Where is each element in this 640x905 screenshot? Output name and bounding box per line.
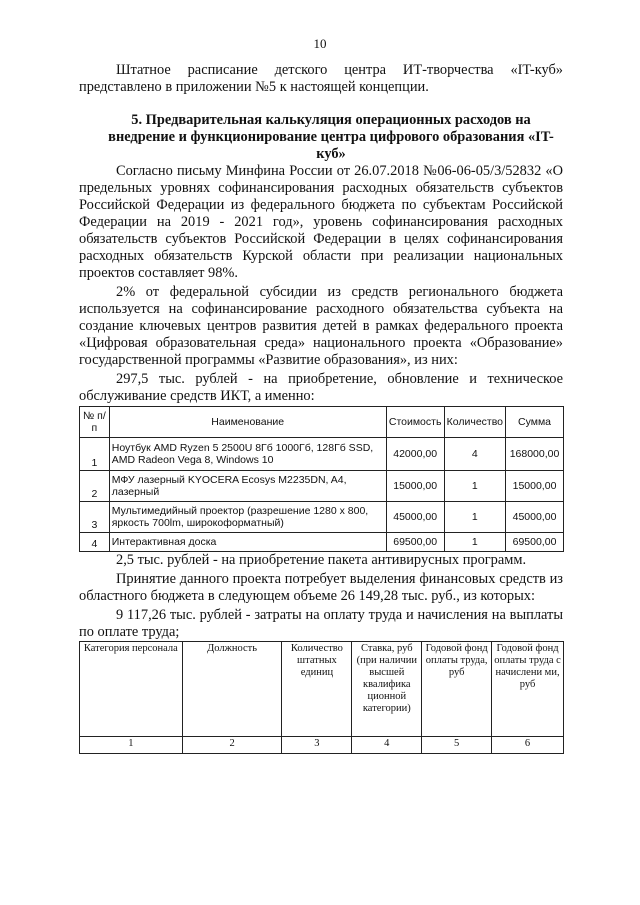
table-header-row xyxy=(80,642,564,737)
paragraph-regional-budget: Принятие данного проекта потребует выделения финансовых средств из областного бюджета в следующем объеме 26 149,28 тыс. руб., из которых: xyxy=(79,571,563,604)
cell-quantity: 1 xyxy=(444,471,505,502)
cell-number: 1 xyxy=(80,438,110,471)
cell-number: 2 xyxy=(80,471,110,502)
cell-name: МФУ лазерный KYOCERA Ecosys M2235DN, A4, лазерный xyxy=(109,471,386,502)
table-row xyxy=(80,737,564,754)
cell-sum: 69500,00 xyxy=(506,533,564,552)
col-header-rate: Ставка, руб (при наличии высшей квалифика ционной категории) xyxy=(352,642,422,737)
cell-sum: 45000,00 xyxy=(506,502,564,533)
ikt-equipment-table xyxy=(79,406,564,552)
col-header-cost: Стоимость xyxy=(386,407,444,438)
col-header-name: Наименование xyxy=(109,407,386,438)
table-row xyxy=(80,471,564,502)
cell-name: Ноутбук AMD Ryzen 5 2500U 8Гб 1000Гб, 128Гб SSD, AMD Radeon Vega 8, Windows 10 xyxy=(109,438,386,471)
table-row xyxy=(80,438,564,471)
col-header-units: Количество штатных единиц xyxy=(282,642,352,737)
col-header-annual-fund: Годовой фонд оплаты труда, руб xyxy=(422,642,492,737)
col-header-sum: Сумма xyxy=(506,407,564,438)
cell-name: Мультимедийный проектор (разрешение 1280 х 800, яркость 700lm, широкоформатный) xyxy=(109,502,386,533)
paragraph-staff-schedule: Штатное расписание детского центра ИТ-творчества «IT-куб» представлено в приложении №5 к настоящей концепции. xyxy=(79,62,563,95)
table-header-row xyxy=(80,407,564,438)
cell-column-number: 3 xyxy=(282,737,352,754)
col-header-quantity: Количество xyxy=(444,407,505,438)
table-row xyxy=(80,533,564,552)
paragraph-ikt-intro: 297,5 тыс. рублей - на приобретение, обновление и техническое обслуживание средств ИКТ, а именно: xyxy=(79,371,563,404)
col-header-category: Категория персонала xyxy=(80,642,183,737)
cell-cost: 15000,00 xyxy=(386,471,444,502)
cell-quantity: 1 xyxy=(444,502,505,533)
cell-column-number: 6 xyxy=(492,737,564,754)
col-header-annual-fund-accruals: Годовой фонд оплаты труда с начислени ми, руб xyxy=(492,642,564,737)
cell-sum: 15000,00 xyxy=(506,471,564,502)
cell-column-number: 1 xyxy=(80,737,183,754)
cell-cost: 45000,00 xyxy=(386,502,444,533)
paragraph-salary-costs: 9 117,26 тыс. рублей - затраты на оплату труда и начисления на выплаты по оплате труда; xyxy=(79,607,563,640)
cell-quantity: 1 xyxy=(444,533,505,552)
section-title: 5. Предварительная калькуляция операционных расходов на внедрение и функционирование центра цифрового образования «IT-куб» xyxy=(108,112,554,162)
page-number: 10 xyxy=(313,36,327,51)
col-header-position: Должность xyxy=(182,642,282,737)
cell-column-number: 4 xyxy=(352,737,422,754)
cell-column-number: 5 xyxy=(422,737,492,754)
cell-sum: 168000,00 xyxy=(506,438,564,471)
document-body xyxy=(79,62,563,754)
cell-quantity: 4 xyxy=(444,438,505,471)
cell-column-number: 2 xyxy=(182,737,282,754)
table-row xyxy=(80,502,564,533)
cell-name: Интерактивная доска xyxy=(109,533,386,552)
staff-payroll-table xyxy=(79,641,564,754)
cell-cost: 42000,00 xyxy=(386,438,444,471)
paragraph-minfin-letter: Согласно письму Минфина России от 26.07.2018 №06-06-05/3/52832 «О предельных уровнях софинансирования расходных обязательств субъектов Российской Федерации из федерального бюджета по субъектам Российской Федерации на 2019 - 2021 год», уровень софинансирования расходных обязательств субъектов Российской Федерации в целях софинансирования расходных обязательств Курской области при реализации национальных проектов составляет 98%. xyxy=(79,163,563,281)
cell-number: 3 xyxy=(80,502,110,533)
col-header-number: № п/п xyxy=(80,407,110,438)
cell-number: 4 xyxy=(80,533,110,552)
paragraph-antivirus: 2,5 тыс. рублей - на приобретение пакета антивирусных программ. xyxy=(116,552,527,568)
cell-cost: 69500,00 xyxy=(386,533,444,552)
paragraph-federal-subsidy: 2% от федеральной субсидии из средств регионального бюджета используется на софинансирование расходного обязательства субъекта на создание ключевых центров развития детей в рамках федерального проекта «Цифровая образовательная среда» национального проекта «Образование» государственной программы «Развитие образования», из них: xyxy=(79,284,563,368)
